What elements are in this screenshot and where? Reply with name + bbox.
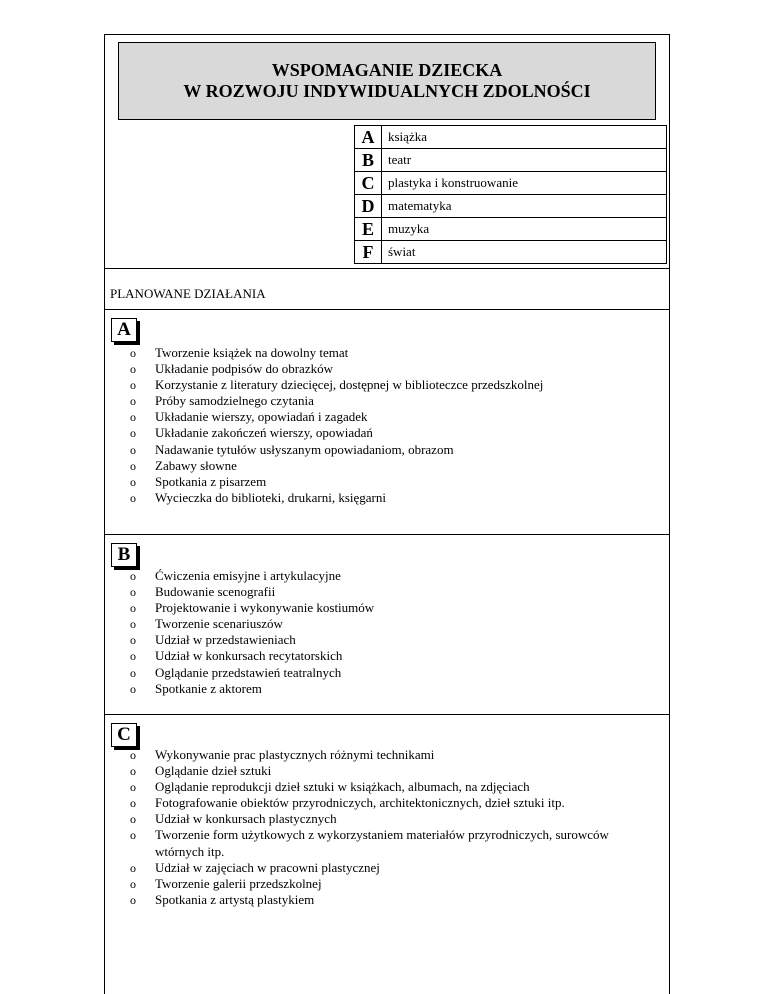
activity-text: Układanie zakończeń wierszy, opowiadań bbox=[155, 425, 373, 441]
legend-key: F bbox=[355, 241, 382, 264]
activity-item bbox=[130, 892, 650, 908]
activity-item bbox=[130, 665, 374, 681]
bullet-icon: o bbox=[130, 617, 136, 632]
activity-text: Oglądanie przedstawień teatralnych bbox=[155, 664, 342, 680]
activity-text: Spotkania z artystą plastykiem bbox=[155, 891, 315, 907]
activity-item bbox=[130, 425, 543, 441]
bullet-icon: o bbox=[130, 410, 136, 425]
bullet-icon: o bbox=[130, 346, 136, 360]
activity-text: Spotkania z pisarzem bbox=[155, 473, 267, 489]
bullet-icon: o bbox=[130, 378, 136, 393]
section-c-letter: C bbox=[111, 723, 137, 747]
bullet-icon: o bbox=[130, 585, 136, 600]
legend-key: B bbox=[355, 149, 382, 172]
activity-text: Korzystanie z literatury dziecięcej, dostępnej w biblioteczce przedszkolnej bbox=[155, 377, 544, 393]
activity-item bbox=[130, 442, 543, 458]
legend-label: teatr bbox=[382, 149, 667, 172]
legend-table bbox=[354, 125, 667, 264]
title-line-1: WSPOMAGANIE DZIECKA bbox=[271, 60, 503, 80]
bullet-icon: o bbox=[130, 665, 136, 680]
activity-item bbox=[130, 393, 543, 409]
legend-row bbox=[355, 195, 667, 218]
activity-item bbox=[130, 409, 543, 425]
activity-text: Nadawanie tytułów usłyszanym opowiadaniom, obrazom bbox=[155, 441, 454, 457]
activity-text: Układanie podpisów do obrazków bbox=[155, 361, 333, 377]
legend-key: E bbox=[355, 218, 382, 241]
bullet-icon: o bbox=[130, 490, 136, 505]
activity-item bbox=[130, 876, 650, 892]
document-title bbox=[118, 42, 656, 120]
activity-text: Budowanie scenografii bbox=[155, 584, 276, 600]
title-line-2: W ROZWOJU INDYWIDUALNYCH ZDOLNOŚCI bbox=[183, 81, 591, 101]
activity-item bbox=[130, 377, 543, 393]
activity-text: Udział w konkursach plastycznych bbox=[155, 811, 337, 827]
legend-label: muzyka bbox=[382, 218, 667, 241]
section-b-letter: B bbox=[111, 543, 137, 567]
legend-key: A bbox=[355, 126, 382, 149]
bullet-icon: o bbox=[130, 892, 136, 907]
bullet-icon: o bbox=[130, 458, 136, 473]
activity-text: Tworzenie książek na dowolny temat bbox=[155, 345, 349, 360]
activity-item bbox=[130, 795, 650, 811]
legend-row bbox=[355, 241, 667, 264]
activity-text: Układanie wierszy, opowiadań i zagadek bbox=[155, 409, 368, 425]
activity-item bbox=[130, 779, 650, 795]
bullet-icon: o bbox=[130, 474, 136, 489]
bullet-icon: o bbox=[130, 442, 136, 457]
legend-label: matematyka bbox=[382, 195, 667, 218]
planned-actions-heading: PLANOWANE DZIAŁANIA bbox=[110, 286, 266, 301]
bullet-icon: o bbox=[130, 362, 136, 377]
divider-section-a bbox=[104, 534, 670, 535]
activity-item bbox=[130, 827, 650, 859]
section-a-list bbox=[130, 345, 543, 506]
section-a-letter: A bbox=[111, 318, 137, 342]
activity-text: Tworzenie galerii przedszkolnej bbox=[155, 875, 322, 891]
bullet-icon: o bbox=[130, 681, 136, 696]
divider-planned bbox=[104, 309, 670, 310]
activity-item bbox=[130, 584, 374, 600]
activity-text: Spotkanie z aktorem bbox=[155, 680, 262, 696]
activity-text: Tworzenie scenariuszów bbox=[155, 616, 283, 632]
activity-text: Oglądanie dzieł sztuki bbox=[155, 763, 272, 779]
bullet-icon: o bbox=[130, 601, 136, 616]
activity-item bbox=[130, 345, 543, 361]
bullet-icon: o bbox=[130, 876, 136, 891]
activity-item bbox=[130, 763, 650, 779]
activity-text: Ćwiczenia emisyjne i artykulacyjne bbox=[155, 568, 341, 583]
bullet-icon: o bbox=[130, 426, 136, 441]
bullet-icon: o bbox=[130, 649, 136, 664]
activity-text: Próby samodzielnego czytania bbox=[155, 393, 314, 409]
legend-label: plastyka i konstruowanie bbox=[382, 172, 667, 195]
legend-label: książka bbox=[382, 126, 667, 149]
activity-text: Fotografowanie obiektów przyrodniczych, architektonicznych, dzieł sztuki itp. bbox=[155, 795, 565, 811]
activity-text: Wycieczka do biblioteki, drukarni, księgarni bbox=[155, 489, 386, 505]
legend-row bbox=[355, 126, 667, 149]
legend-row bbox=[355, 172, 667, 195]
bullet-icon: o bbox=[130, 569, 136, 583]
section-c-list bbox=[130, 747, 650, 908]
divider-header bbox=[104, 268, 670, 269]
legend-label: świat bbox=[382, 241, 667, 264]
bullet-icon: o bbox=[130, 394, 136, 409]
activity-item bbox=[130, 616, 374, 632]
bullet-icon: o bbox=[130, 764, 136, 779]
activity-item bbox=[130, 860, 650, 876]
bullet-icon: o bbox=[130, 812, 136, 827]
activity-text: Wykonywanie prac plastycznych różnymi technikami bbox=[155, 747, 435, 762]
bullet-icon: o bbox=[130, 780, 136, 795]
bullet-icon: o bbox=[130, 748, 136, 762]
activity-text: Udział w przedstawieniach bbox=[155, 632, 296, 648]
divider-section-b bbox=[104, 714, 670, 715]
bullet-icon: o bbox=[130, 633, 136, 648]
activity-item bbox=[130, 747, 650, 763]
bullet-icon: o bbox=[130, 796, 136, 811]
activity-item bbox=[130, 811, 650, 827]
activity-text: Tworzenie form użytkowych z wykorzystaniem materiałów przyrodniczych, surowców wtórnych itp. bbox=[155, 827, 609, 859]
activity-item bbox=[130, 600, 374, 616]
legend-key: C bbox=[355, 172, 382, 195]
activity-item bbox=[130, 458, 543, 474]
section-b-list bbox=[130, 568, 374, 697]
activity-item bbox=[130, 490, 543, 506]
legend-key: D bbox=[355, 195, 382, 218]
activity-text: Udział w konkursach recytatorskich bbox=[155, 648, 343, 664]
activity-text: Zabawy słowne bbox=[155, 457, 237, 473]
bullet-icon: o bbox=[130, 860, 136, 875]
activity-item bbox=[130, 474, 543, 490]
legend-row bbox=[355, 149, 667, 172]
bullet-icon: o bbox=[130, 828, 136, 843]
activity-text: Projektowanie i wykonywanie kostiumów bbox=[155, 600, 375, 616]
activity-item bbox=[130, 568, 374, 584]
activity-item bbox=[130, 361, 543, 377]
legend-row bbox=[355, 218, 667, 241]
activity-item bbox=[130, 681, 374, 697]
activity-text: Oglądanie reprodukcji dzieł sztuki w książkach, albumach, na zdjęciach bbox=[155, 779, 530, 795]
activity-item bbox=[130, 632, 374, 648]
activity-item bbox=[130, 648, 374, 664]
activity-text: Udział w zajęciach w pracowni plastycznej bbox=[155, 859, 380, 875]
